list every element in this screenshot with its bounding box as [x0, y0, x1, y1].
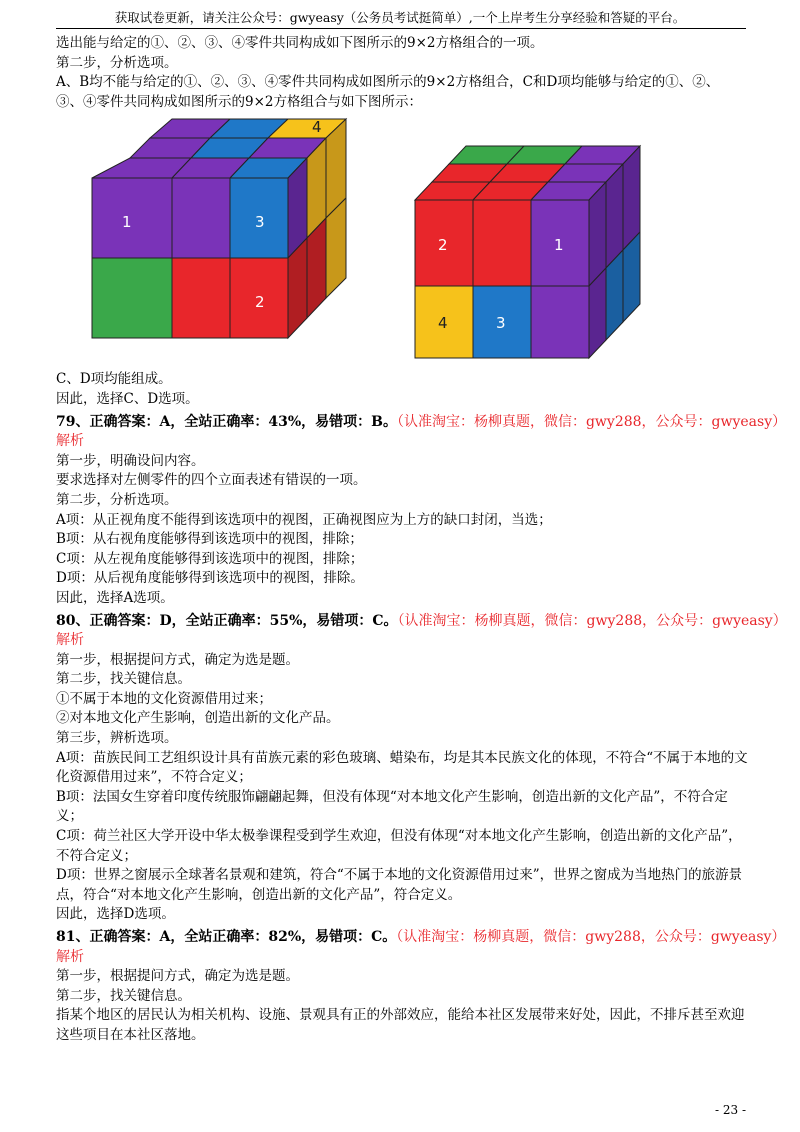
intro-line: 选出能与给定的①、②、③、④零件共同构成如下图所示的9×2方格组合的一项。 [56, 35, 544, 51]
analysis-line: ①不属于本地的文化资源借用过来； [56, 690, 272, 707]
answer-figures [56, 116, 748, 368]
analysis-line: 第二步，找关键信息。 [56, 987, 191, 1004]
analysis-line: 第一步，根据提问方式，确定为选是题。 [56, 651, 299, 668]
cube-front-face [172, 178, 230, 258]
answer-summary: 79、正确答案：A，全站正确率：43%，易错项：B。 [56, 413, 397, 430]
analysis-label: 解析 [56, 433, 84, 450]
option-analysis: B项：法国女生穿着印度传统服饰翩翩起舞，但没有体现“对本地文化产生影响，创造出新的文化产品”，不符合定义； [56, 788, 728, 825]
option-analysis: C项：荷兰社区大学开设中华太极拳课程受到学生欢迎，但没有体现“对本地文化产生影响，创造出新的文化产品”，不符合定义； [56, 828, 742, 864]
source-note: （认准淘宝：杨柳真题，微信：gwy288，公众号：gwyeasy） [396, 929, 786, 945]
analysis-line: 第二步，找关键信息。 [56, 671, 191, 688]
intro-line: A、B均不能与给定的①、②、③、④零件共同构成如图所示的9×2方格组合，C和D项均能够与给定的①、②、 [56, 74, 720, 91]
analysis-line: B项：从右视角度能够得到该选项中的视图，排除； [56, 531, 363, 548]
option-analysis: D项：世界之窗展示全球著名景观和建筑，符合“不属于本地的文化资源借用过来”，世界之窗成为当地热门的旅游景点，符合“对本地文化产生影响，创造出新的文化产品”，符合定义。 [56, 867, 743, 903]
piece-label-1: 1 [554, 236, 564, 255]
analysis-conclusion: 因此，选择D选项。 [56, 906, 175, 923]
analysis-line: A项：从正视角度不能得到该选项中的视图，正确视图应为上方的缺口封闭，当选； [56, 511, 552, 528]
figure-caption-line: 因此，选择C、D选项。 [56, 390, 199, 407]
analysis-line: 要求选择对左侧零件的四个立面表述有错误的一项。 [56, 472, 367, 489]
intro-line: ③、④零件共同构成如图所示的9×2方格组合与如下图所示： [56, 93, 422, 110]
analysis-line: ②对本地文化产生影响，创造出新的文化产品。 [56, 710, 340, 727]
page-header: 获取试卷更新，请关注公众号：gwyeasy（公务员考试挺简单）,一个上岸考生分享经验和答疑的平台。 [114, 10, 686, 25]
answer-summary: 80、正确答案：D，全站正确率：55%，易错项：C。 [56, 612, 398, 629]
answer-heading-79 [56, 413, 787, 433]
header-rule [56, 28, 746, 29]
answer-heading-80 [56, 612, 787, 632]
cube-front-face [92, 258, 172, 338]
piece-label-4: 4 [312, 118, 322, 137]
cube-front-face [473, 200, 531, 286]
cube-front-face [531, 286, 589, 358]
piece-label-3: 3 [496, 314, 506, 333]
right-cube-figure [404, 116, 704, 368]
left-cube-figure [60, 116, 390, 368]
piece-label-2: 2 [438, 236, 448, 255]
source-note: （认准淘宝：杨柳真题，微信：gwy288，公众号：gwyeasy） [396, 413, 787, 430]
analysis-line: 第一步，根据提问方式，确定为选是题。 [56, 968, 299, 985]
page-number: - 23 - [714, 1103, 746, 1117]
cube-front-face [92, 178, 172, 258]
analysis-line: 第二步，分析选项。 [56, 491, 178, 508]
analysis-line: C项：从左视角度能够得到该选项中的视图，排除； [56, 550, 364, 567]
source-note: （认准淘宝：杨柳真题，微信：gwy288，公众号：gwyeasy） [397, 612, 787, 629]
analysis-line: 因此，选择A选项。 [56, 589, 174, 606]
piece-label-3: 3 [255, 213, 265, 232]
answer-summary: 81、正确答案：A，全站正确率：82%，易错项：C。 [56, 929, 397, 945]
option-analysis: A项：苗族民间工艺组织设计具有苗族元素的彩色玻璃、蜡染布，均是其本民族文化的体现，不符合“不属于本地的文化资源借用过来”，不符合定义； [56, 749, 748, 786]
page-content [56, 34, 787, 1046]
analysis-line: 第三步，辨析选项。 [56, 730, 178, 747]
analysis-line: 第一步，明确设问内容。 [56, 452, 205, 469]
figure-caption-line: C、D项均能组成。 [56, 371, 172, 388]
analysis-label: 解析 [56, 632, 84, 649]
answer-heading-81 [56, 928, 786, 948]
analysis-line: D项：从后视角度能够得到该选项中的视图，排除。 [56, 570, 364, 587]
piece-label-2: 2 [255, 293, 265, 312]
piece-label-4: 4 [438, 314, 448, 333]
cube-front-face [172, 258, 230, 338]
piece-label-1: 1 [122, 213, 132, 232]
intro-line: 第二步，分析选项。 [56, 54, 178, 71]
definition-paragraph: 指某个地区的居民认为相关机构、设施、景观具有正的外部效应，能给本社区发展带来好处，因此，不排斥甚至欢迎这些项目在本社区落地。 [56, 1007, 745, 1043]
analysis-label: 解析 [56, 948, 84, 965]
